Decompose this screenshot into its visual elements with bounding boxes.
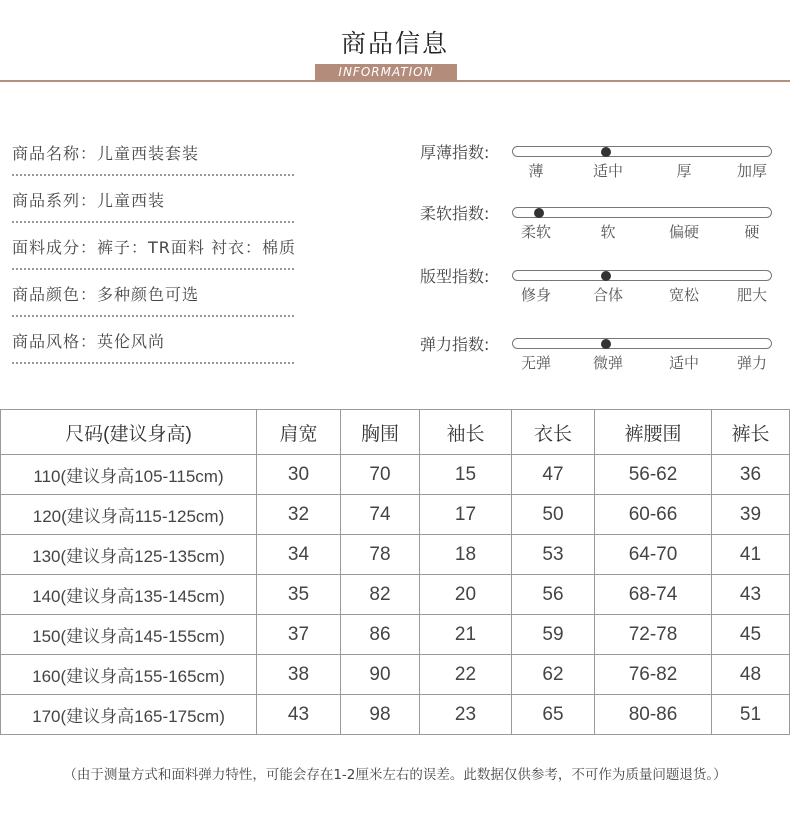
index-label: 柔软指数: [420, 204, 490, 223]
size-cell: 170(建议身高165-175cm) [1, 695, 257, 735]
measurement-cell: 48 [712, 655, 790, 695]
index-row [420, 264, 780, 314]
size-cell: 160(建议身高155-165cm) [1, 655, 257, 695]
index-tick-label: 厚 [676, 162, 692, 180]
index-track [512, 270, 772, 281]
header-length: 衣长 [512, 410, 595, 455]
product-name-row [12, 140, 294, 187]
index-tick-label: 加厚 [736, 162, 768, 180]
measurement-cell: 35 [257, 575, 341, 615]
measurement-note: （由于测量方式和面料弹力特性，可能会存在1-2厘米左右的误差。此数据仅供参考，不可作为质量问题退货。） [63, 767, 727, 783]
table-row [1, 695, 790, 735]
color-row [12, 281, 294, 328]
measurement-cell: 90 [341, 655, 420, 695]
index-tick-label: 柔软 [520, 223, 552, 241]
table-row [1, 655, 790, 695]
fabric-row [12, 234, 294, 281]
product-color: 商品颜色：多种颜色可选 [12, 285, 200, 304]
measurement-cell: 43 [712, 575, 790, 615]
index-tick-label: 硬 [744, 223, 760, 241]
measurement-cell: 70 [341, 455, 420, 495]
index-row [420, 140, 780, 190]
index-tick-label: 适中 [668, 354, 700, 372]
measurement-cell: 37 [257, 615, 341, 655]
index-marker [601, 339, 611, 349]
measurement-cell: 56-62 [595, 455, 712, 495]
index-tick-label: 无弹 [520, 354, 552, 372]
index-row [420, 201, 780, 251]
table-row [1, 575, 790, 615]
measurement-cell: 45 [712, 615, 790, 655]
index-marker [534, 208, 544, 218]
measurement-cell: 34 [257, 535, 341, 575]
header-sleeve: 袖长 [420, 410, 512, 455]
measurement-cell: 64-70 [595, 535, 712, 575]
measurement-cell: 68-74 [595, 575, 712, 615]
index-tick-label: 合体 [592, 286, 624, 304]
product-series: 商品系列：儿童西装 [12, 191, 166, 210]
measurement-cell: 98 [341, 695, 420, 735]
measurement-cell: 30 [257, 455, 341, 495]
size-cell: 130(建议身高125-135cm) [1, 535, 257, 575]
measurement-cell: 39 [712, 495, 790, 535]
measurement-cell: 65 [512, 695, 595, 735]
measurement-cell: 72-78 [595, 615, 712, 655]
measurement-cell: 62 [512, 655, 595, 695]
measurement-cell: 36 [712, 455, 790, 495]
measurement-cell: 43 [257, 695, 341, 735]
measurement-cell: 21 [420, 615, 512, 655]
table-row [1, 615, 790, 655]
measurement-cell: 17 [420, 495, 512, 535]
fabric-composition: 面料成分：裤子：TR面料 衬衣：棉质 [12, 238, 296, 257]
header-pants-length: 裤长 [712, 410, 790, 455]
index-track [512, 338, 772, 349]
index-tick-label: 薄 [528, 162, 544, 180]
measurement-cell: 47 [512, 455, 595, 495]
measurement-cell: 53 [512, 535, 595, 575]
header-chest: 胸围 [341, 410, 420, 455]
index-marker [601, 271, 611, 281]
index-tick-label: 修身 [520, 286, 552, 304]
size-table-header [1, 410, 790, 455]
measurement-cell: 50 [512, 495, 595, 535]
index-tick-label: 偏硬 [668, 223, 700, 241]
measurement-cell: 23 [420, 695, 512, 735]
index-label: 厚薄指数: [420, 143, 490, 162]
measurement-cell: 80-86 [595, 695, 712, 735]
measurement-cell: 78 [341, 535, 420, 575]
index-label: 版型指数: [420, 267, 490, 286]
index-tick-label: 弹力 [736, 354, 768, 372]
index-marker [601, 147, 611, 157]
size-cell: 120(建议身高115-125cm) [1, 495, 257, 535]
product-series-row [12, 187, 294, 234]
size-cell: 150(建议身高145-155cm) [1, 615, 257, 655]
header-shoulder: 肩宽 [257, 410, 341, 455]
measurement-cell: 86 [341, 615, 420, 655]
style-row [12, 328, 294, 375]
table-row [1, 495, 790, 535]
product-name: 商品名称：儿童西装套装 [12, 144, 200, 163]
measurement-cell: 32 [257, 495, 341, 535]
product-style: 商品风格：英伦风尚 [12, 332, 166, 351]
measurement-cell: 18 [420, 535, 512, 575]
size-table [0, 409, 790, 735]
page-header [0, 0, 790, 90]
measurement-cell: 56 [512, 575, 595, 615]
header-waist: 裤腰围 [595, 410, 712, 455]
information-badge: INFORMATION [315, 64, 457, 81]
size-cell: 110(建议身高105-115cm) [1, 455, 257, 495]
index-tick-label: 软 [600, 223, 616, 241]
index-row [420, 332, 780, 382]
measurement-cell: 51 [712, 695, 790, 735]
index-tick-label: 肥大 [736, 286, 768, 304]
index-track [512, 146, 772, 157]
measurement-cell: 76-82 [595, 655, 712, 695]
measurement-cell: 20 [420, 575, 512, 615]
index-tick-label: 适中 [592, 162, 624, 180]
index-label: 弹力指数: [420, 335, 490, 354]
product-info-list [12, 140, 294, 375]
measurement-cell: 22 [420, 655, 512, 695]
size-cell: 140(建议身高135-145cm) [1, 575, 257, 615]
index-tick-label: 微弹 [592, 354, 624, 372]
measurement-cell: 82 [341, 575, 420, 615]
measurement-cell: 41 [712, 535, 790, 575]
measurement-cell: 15 [420, 455, 512, 495]
table-row [1, 535, 790, 575]
measurement-cell: 38 [257, 655, 341, 695]
page-title: 商品信息 [340, 29, 449, 58]
measurement-cell: 60-66 [595, 495, 712, 535]
table-row [1, 455, 790, 495]
measurement-cell: 74 [341, 495, 420, 535]
measurement-cell: 59 [512, 615, 595, 655]
header-size: 尺码(建议身高) [1, 410, 257, 455]
index-track [512, 207, 772, 218]
index-tick-label: 宽松 [668, 286, 700, 304]
